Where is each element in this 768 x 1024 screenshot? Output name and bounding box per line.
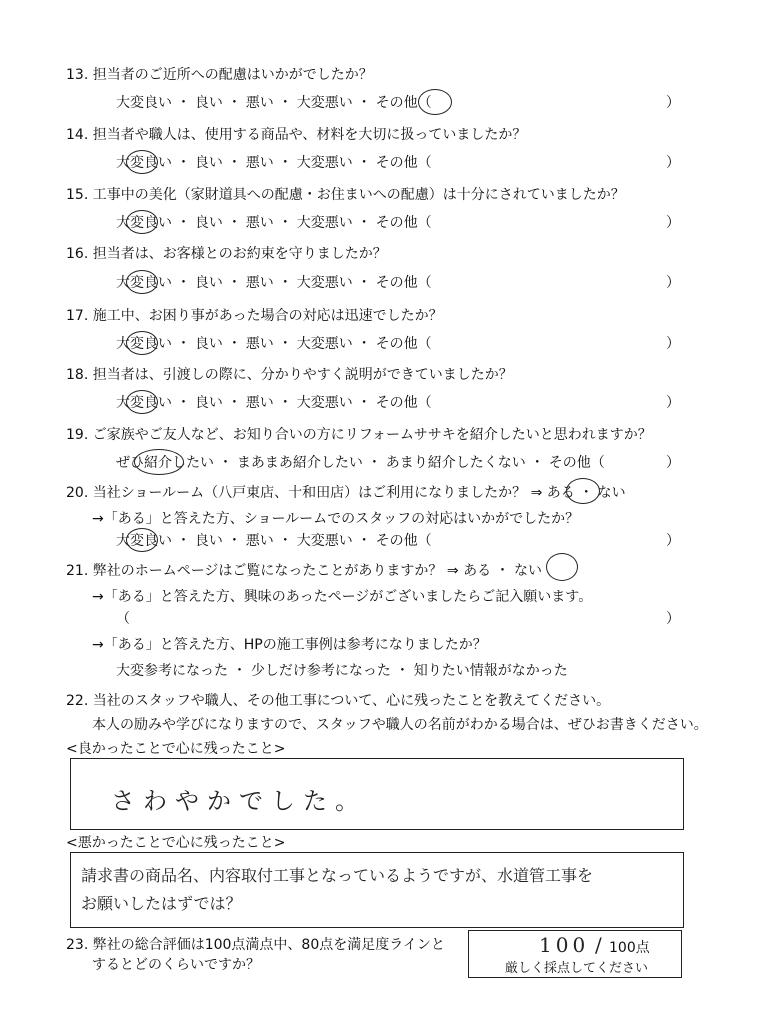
- score-slash: /: [595, 933, 602, 957]
- question-22: 22. 当社のスタッフや職人、その他工事について、心に残ったことを教えてください。: [66, 693, 611, 709]
- q16-close-paren: ）: [666, 275, 680, 291]
- question-16: 16. 担当者は、お客様とのお約束を守りましたか？: [66, 246, 387, 262]
- question-17: 17. 施工中、お困り事があった場合の対応は迅速でしたか？: [66, 308, 443, 324]
- q19-close-paren: ）: [666, 455, 680, 471]
- q21-followup-1: →「ある」と答えた方、興味のあったページがございましたらご記入願います。: [92, 589, 593, 605]
- score-handwritten: 100: [539, 933, 590, 957]
- q13-close-paren: ）: [666, 95, 680, 111]
- question-13: 13. 担当者のご近所への配慮はいかがでしたか？: [66, 67, 373, 83]
- bad-memories-answer-line-2: お願いしたはずでは？: [81, 894, 242, 913]
- question-22-note: 本人の励みや学びになりますので、スタッフや職人の名前がわかる場合は、ぜひお書きください。: [92, 717, 708, 733]
- bad-memories-box: [70, 852, 684, 928]
- q14-options: 大変良い ・ 良い ・ 悪い ・ 大変悪い ・ その他（: [116, 155, 432, 171]
- q15-close-paren: ）: [666, 215, 680, 231]
- q13-options: 大変良い ・ 良い ・ 悪い ・ 大変悪い ・ その他（: [116, 95, 432, 111]
- good-memories-box: [70, 758, 684, 830]
- q20-options: 大変良い ・ 良い ・ 悪い ・ 大変悪い ・ その他（: [116, 533, 432, 549]
- question-14: 14. 担当者や職人は、使用する商品や、材料を大切に扱っていましたか？: [66, 127, 527, 143]
- question-23: 23. 弊社の総合評価は100点満点中、80点を満足度ラインと: [66, 937, 445, 953]
- score-box: [468, 930, 682, 978]
- q15-options: 大変良い ・ 良い ・ 悪い ・ 大変悪い ・ その他（: [116, 215, 432, 231]
- q21-followup-2: →「ある」と答えた方、HPの施工事例は参考になりましたか？: [92, 637, 487, 653]
- q21-open-paren: （: [116, 611, 130, 627]
- bad-memories-answer-line-1: 請求書の商品名、内容取付工事となっているようですが、水道管工事を: [81, 866, 594, 885]
- q17-options: 大変良い ・ 良い ・ 悪い ・ 大変悪い ・ その他（: [116, 336, 432, 352]
- q16-options: 大変良い ・ 良い ・ 悪い ・ 大変悪い ・ その他（: [116, 275, 432, 291]
- q18-close-paren: ）: [666, 395, 680, 411]
- score-max: 100点: [609, 940, 650, 956]
- q17-close-paren: ）: [666, 336, 680, 352]
- good-memories-answer: さわやかでした。: [111, 787, 367, 815]
- q20-followup: →「ある」と答えた方、ショールームでのスタッフの対応はいかがでしたか？: [92, 511, 580, 527]
- question-15: 15. 工事中の美化（家財道具への配慮・お住まいへの配慮）は十分にされていましたか？: [66, 187, 625, 203]
- question-20: 20. 当社ショールーム（八戸東店、十和田店）はご利用になりましたか？ ⇒ ある ・ ない: [66, 485, 626, 501]
- q20-close-paren: ）: [666, 533, 680, 549]
- q21-close-paren: ）: [666, 611, 680, 627]
- score-note: 厳しく採点してください: [505, 961, 649, 976]
- question-18: 18. 担当者は、引渡しの際に、分かりやすく説明ができていましたか？: [66, 367, 513, 383]
- q19-options: ぜひ紹介したい ・ まあまあ紹介したい ・ あまり紹介したくない ・ その他（: [116, 455, 605, 471]
- question-21: 21. 弊社のホームページはご覧になったことがありますか？ ⇒ ある ・ ない: [66, 563, 542, 579]
- q21-answer-circle: [546, 553, 578, 581]
- bad-memories-label: <悪かったことで心に残ったこと>: [66, 835, 286, 851]
- question-23-line-2: するとどのくらいですか？: [92, 957, 260, 973]
- q14-close-paren: ）: [666, 155, 680, 171]
- question-19: 19. ご家族やご友人など、お知り合いの方にリフォームササキを紹介したいと思われますか？: [66, 427, 652, 443]
- q18-options: 大変良い ・ 良い ・ 悪い ・ 大変悪い ・ その他（: [116, 395, 432, 411]
- good-memories-label: <良かったことで心に残ったこと>: [66, 741, 286, 757]
- q21-options-2: 大変参考になった ・ 少しだけ参考になった ・ 知りたい情報がなかった: [116, 663, 568, 679]
